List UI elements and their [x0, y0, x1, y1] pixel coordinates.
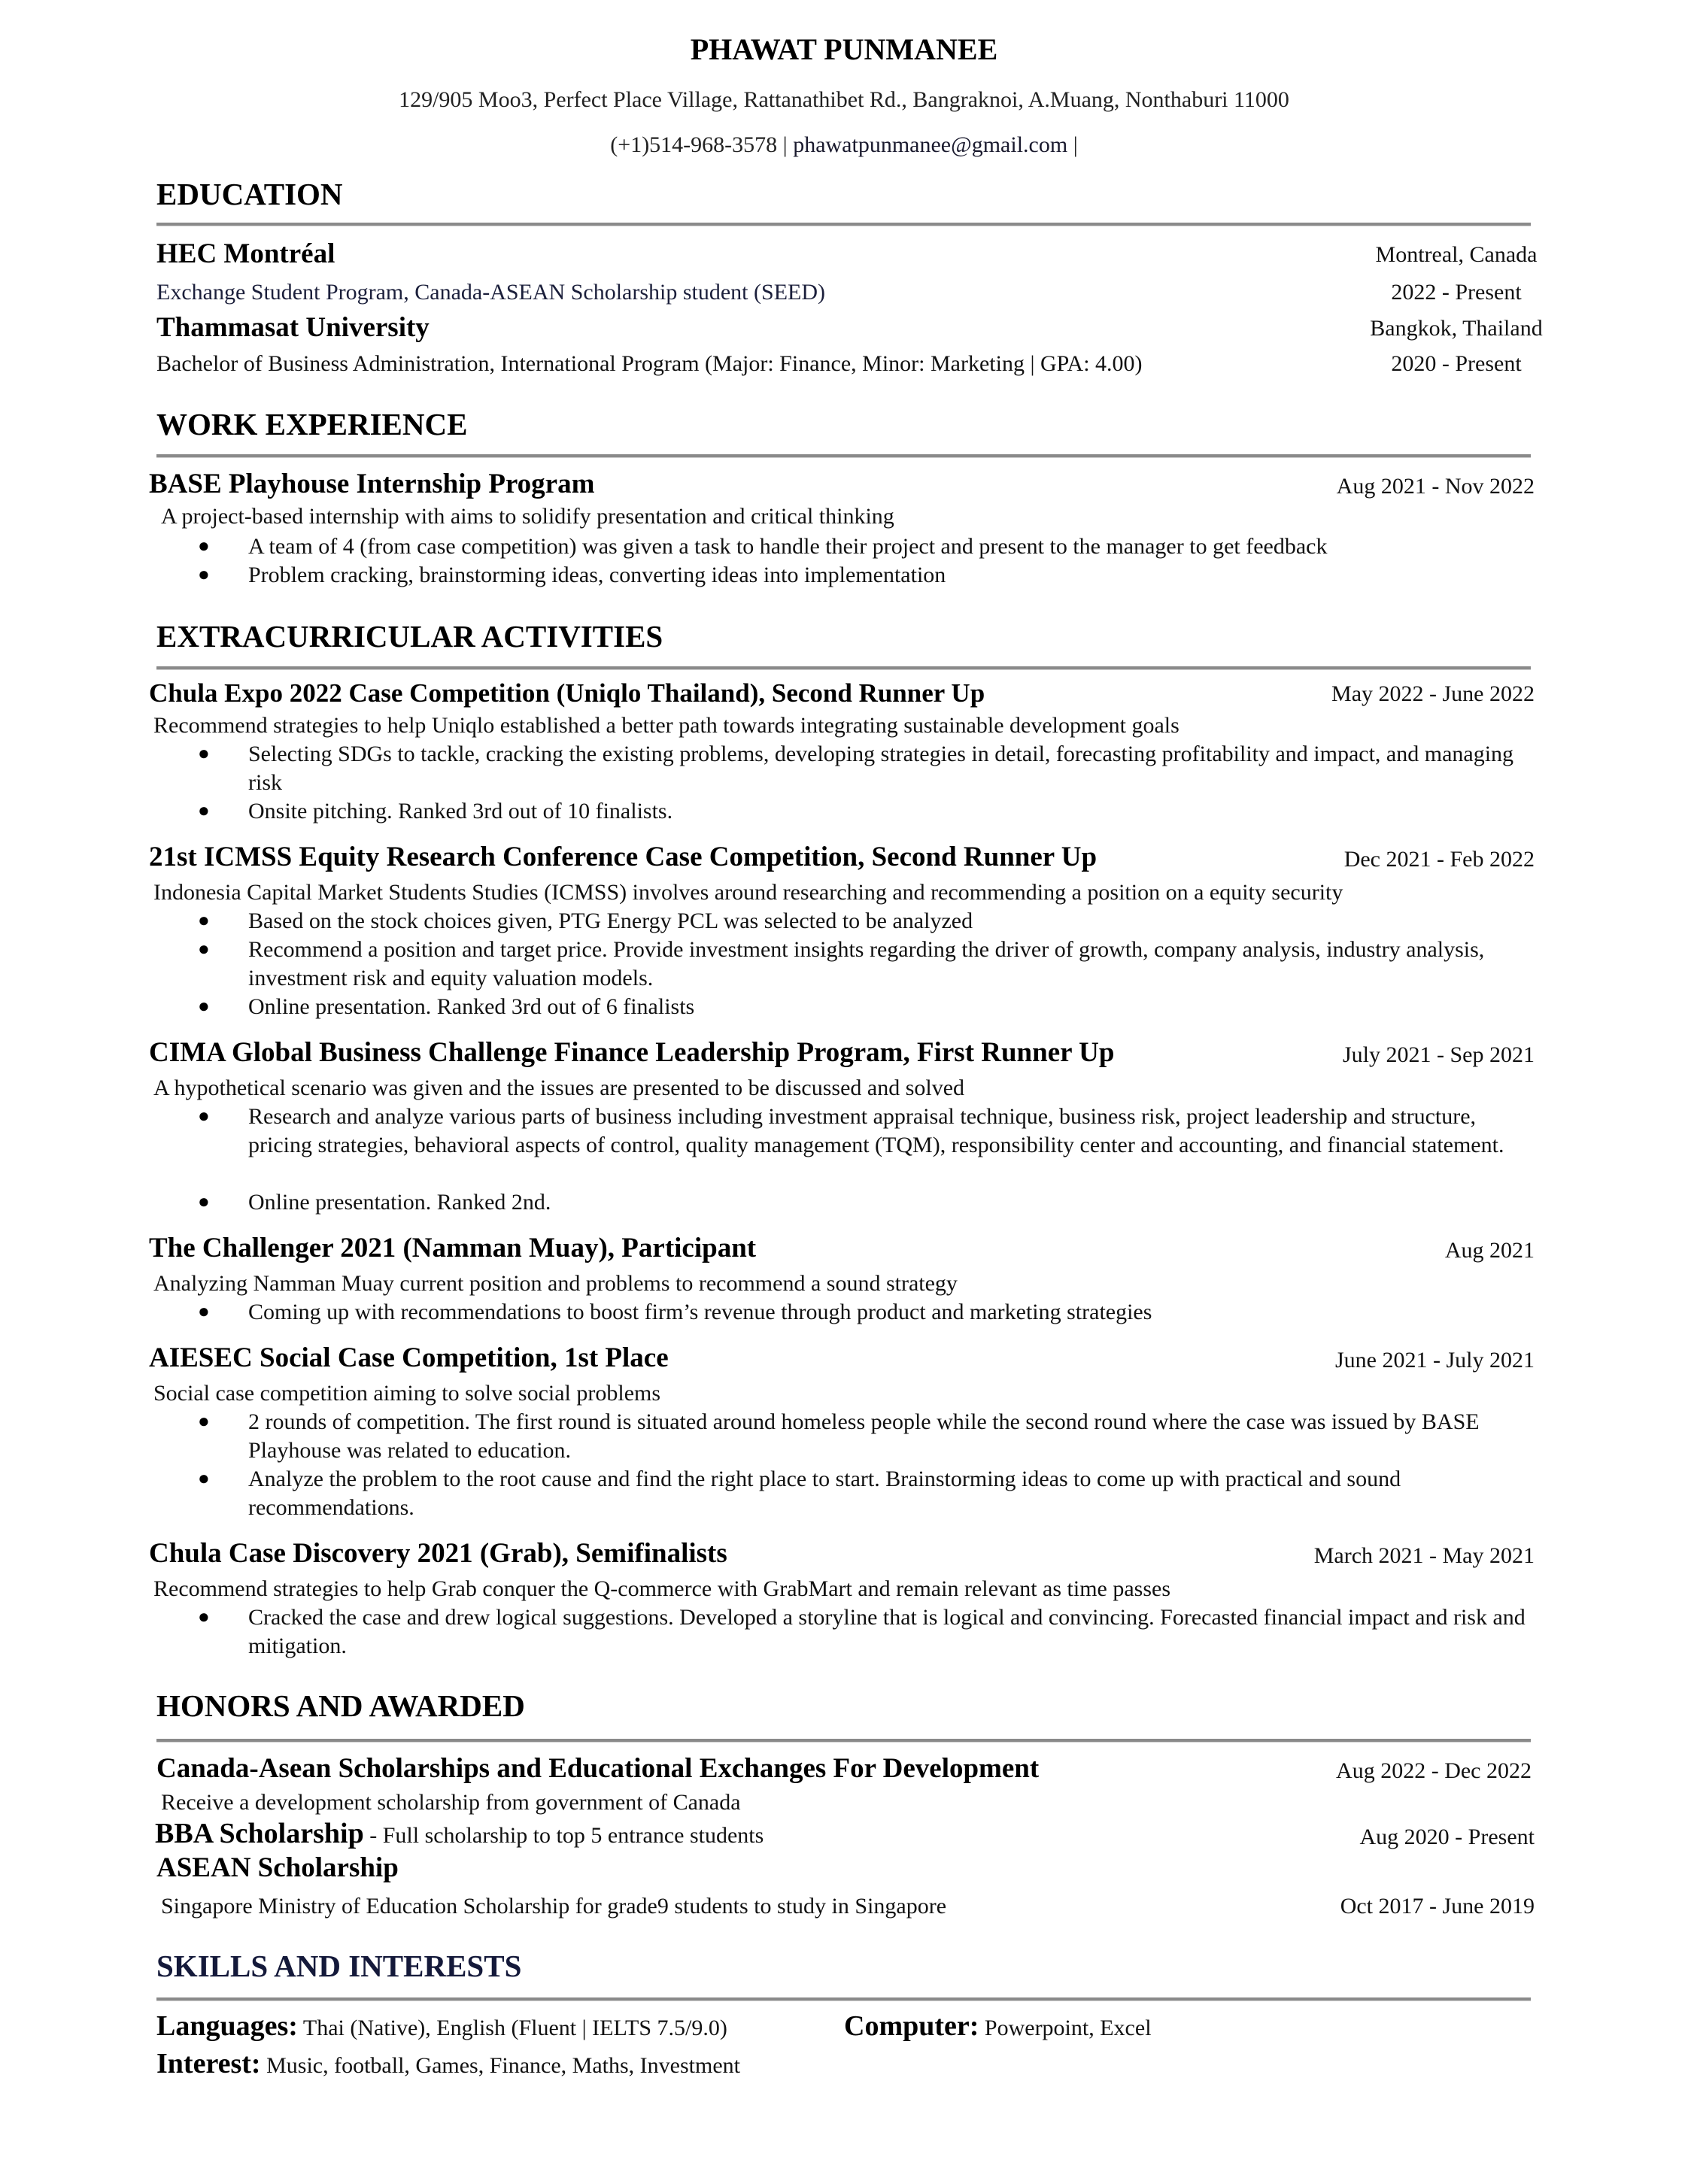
activity-bullet: Analyze the problem to the root cause and find the right place to start. Brainstorming ideas to come up with practical and sound recommendations. — [248, 1467, 1401, 1520]
activity-dates: Aug 2021 — [1444, 1238, 1535, 1263]
honor-title: Canada-Asean Scholarships and Educational Exchanges For Development — [156, 1753, 1040, 1784]
honor-title: BBA Scholarship — [155, 1818, 364, 1849]
languages-value: Thai (Native), English (Fluent | IELTS 7.5/9.0) — [297, 2016, 727, 2040]
activity-title: CIMA Global Business Challenge Finance Leadership Program, First Runner Up — [149, 1037, 1115, 1068]
activity-bullet: Research and analyze various parts of business including investment appraisal technique, business risk, project leadership and structure, pricing strategies, behavioral aspects of control, quality management (TQM), responsibility center and accounting, and financial statement. — [248, 1104, 1504, 1157]
honor-row — [155, 1817, 764, 1850]
honor-dates: Aug 2020 - Present — [1359, 1825, 1535, 1849]
activity-summary: Analyzing Namman Muay current position and problems to recommend a sound strategy — [153, 1271, 958, 1296]
bullet-icon: ● — [198, 909, 210, 931]
section-divider — [156, 666, 1531, 670]
activity-bullet: Based on the stock choices given, PTG Energy PCL was selected to be analyzed — [248, 908, 973, 933]
section-divider — [156, 1739, 1531, 1743]
bullet-icon: ● — [198, 1191, 210, 1212]
education-detail: Exchange Student Program, Canada-ASEAN Scholarship student (SEED) — [156, 280, 825, 305]
section-divider — [156, 454, 1531, 458]
skills-computer — [844, 2010, 1152, 2043]
activity-bullet: Onsite pitching. Ranked 3rd out of 10 finalists. — [248, 799, 673, 824]
activity-summary: Social case competition aiming to solve social problems — [153, 1381, 661, 1406]
activity-bullet: Online presentation. Ranked 2nd. — [248, 1190, 551, 1215]
activity-dates: July 2021 - Sep 2021 — [1343, 1042, 1535, 1067]
activity-bullet: Online presentation. Ranked 3rd out of 6 finalists — [248, 994, 695, 1019]
bullet-icon: ● — [198, 995, 210, 1017]
honor-dates: Oct 2017 - June 2019 — [1340, 1894, 1535, 1919]
section-title-honors: HONORS AND AWARDED — [156, 1688, 525, 1723]
activity-summary: Recommend strategies to help Grab conquer the Q-commerce with GrabMart and remain relevant as time passes — [153, 1576, 1171, 1601]
work-summary: A project-based internship with aims to solidify presentation and critical thinking — [161, 504, 894, 529]
separator: | — [1067, 132, 1078, 157]
bullet-icon: ● — [198, 535, 210, 557]
activity-title: Chula Case Discovery 2021 (Grab), Semifinalists — [149, 1538, 727, 1569]
work-dates: Aug 2021 - Nov 2022 — [1336, 474, 1535, 499]
honor-detail: - Full scholarship to top 5 entrance students — [363, 1823, 764, 1848]
bullet-icon: ● — [198, 563, 210, 585]
computer-label: Computer: — [844, 2010, 979, 2042]
activity-dates: March 2021 - May 2021 — [1313, 1543, 1535, 1568]
activity-title: The Challenger 2021 (Namman Muay), Participant — [149, 1233, 757, 1263]
skills-interest — [156, 2047, 740, 2080]
bullet-icon: ● — [198, 1300, 210, 1322]
work-title: BASE Playhouse Internship Program — [149, 469, 595, 499]
education-location: Montreal, Canada — [1375, 242, 1538, 267]
bullet-icon: ● — [198, 799, 210, 821]
activity-bullet: Coming up with recommendations to boost firm’s revenue through product and marketing strategies — [248, 1300, 1152, 1324]
activity-title: 21st ICMSS Equity Research Conference Case Competition, Second Runner Up — [149, 842, 1098, 872]
contact-line — [0, 132, 1688, 158]
section-title-skills: SKILLS AND INTERESTS — [156, 1949, 522, 1983]
work-bullet: Problem cracking, brainstorming ideas, converting ideas into implementation — [248, 563, 946, 587]
activity-title: AIESEC Social Case Competition, 1st Place — [149, 1342, 669, 1373]
bullet-icon: ● — [198, 938, 210, 960]
activity-dates: Dec 2021 - Feb 2022 — [1343, 847, 1535, 872]
activity-title: Chula Expo 2022 Case Competition (Uniqlo Thailand), Second Runner Up — [149, 678, 985, 708]
activity-summary: Indonesia Capital Market Students Studies (ICMSS) involves around researching and recommending a position on a equity security — [153, 880, 1343, 905]
bullet-icon: ● — [198, 1410, 210, 1432]
activity-bullet: Selecting SDGs to tackle, cracking the existing problems, developing strategies in detail, forecasting profitability and impact, and managing risk — [248, 742, 1514, 795]
candidate-name: PHAWAT PUNMANEE — [690, 32, 998, 66]
honor-detail: Singapore Ministry of Education Scholarship for grade9 students to study in Singapore — [161, 1894, 947, 1919]
honor-dates: Aug 2022 - Dec 2022 — [1336, 1758, 1532, 1783]
section-title-work: WORK EXPERIENCE — [156, 407, 468, 441]
languages-label: Languages: — [156, 2010, 298, 2042]
section-title-extracurricular: EXTRACURRICULAR ACTIVITIES — [156, 619, 663, 654]
email-link[interactable]: phawatpunmanee@gmail.com — [793, 132, 1068, 157]
computer-value: Powerpoint, Excel — [979, 2016, 1152, 2040]
activity-summary: A hypothetical scenario was given and the issues are presented to be discussed and solved — [153, 1075, 965, 1100]
work-bullet: A team of 4 (from case competition) was given a task to handle their project and present to the manager to get feedback — [248, 534, 1328, 559]
education-location: Bangkok, Thailand — [1370, 316, 1543, 341]
section-divider — [156, 1997, 1531, 2001]
bullet-icon: ● — [198, 1105, 210, 1127]
honor-title: ASEAN Scholarship — [156, 1852, 399, 1883]
bullet-icon: ● — [198, 1606, 210, 1627]
phone: (+1)514-968-3578 — [610, 132, 778, 157]
education-dates: 2022 - Present — [1391, 280, 1522, 305]
section-title-education: EDUCATION — [156, 177, 343, 211]
education-school: HEC Montréal — [156, 238, 335, 269]
education-detail: Bachelor of Business Administration, International Program (Major: Finance, Minor: Marketing | GPA: 4.00) — [156, 351, 1143, 376]
interest-value: Music, football, Games, Finance, Maths, Investment — [260, 2053, 740, 2078]
skills-languages — [156, 2010, 727, 2043]
honor-detail: Receive a development scholarship from government of Canada — [161, 1790, 741, 1815]
education-school: Thammasat University — [156, 312, 430, 343]
interest-label: Interest: — [156, 2048, 261, 2079]
bullet-icon: ● — [198, 742, 210, 764]
activity-bullet: Recommend a position and target price. Provide investment insights regarding the driver of growth, company analysis, industry analysis, investment risk and equity valuation models. — [248, 937, 1485, 990]
activity-dates: May 2022 - June 2022 — [1331, 681, 1535, 706]
section-divider — [156, 223, 1531, 226]
separator: | — [777, 132, 794, 157]
activity-summary: Recommend strategies to help Uniqlo established a better path towards integrating sustainable development goals — [153, 713, 1179, 738]
bullet-icon: ● — [198, 1467, 210, 1489]
education-dates: 2020 - Present — [1391, 351, 1522, 376]
activity-bullet: Cracked the case and drew logical suggestions. Developed a storyline that is logical and convincing. Forecasted financial impact and risk and mitigation. — [248, 1605, 1526, 1658]
address: 129/905 Moo3, Perfect Place Village, Rattanathibet Rd., Bangraknoi, A.Muang, Nonthaburi 11000 — [399, 87, 1289, 112]
activity-bullet: 2 rounds of competition. The first round is situated around homeless people while the second round where the case was issued by BASE Playhouse was related to education. — [248, 1409, 1480, 1463]
activity-dates: June 2021 - July 2021 — [1335, 1348, 1535, 1373]
